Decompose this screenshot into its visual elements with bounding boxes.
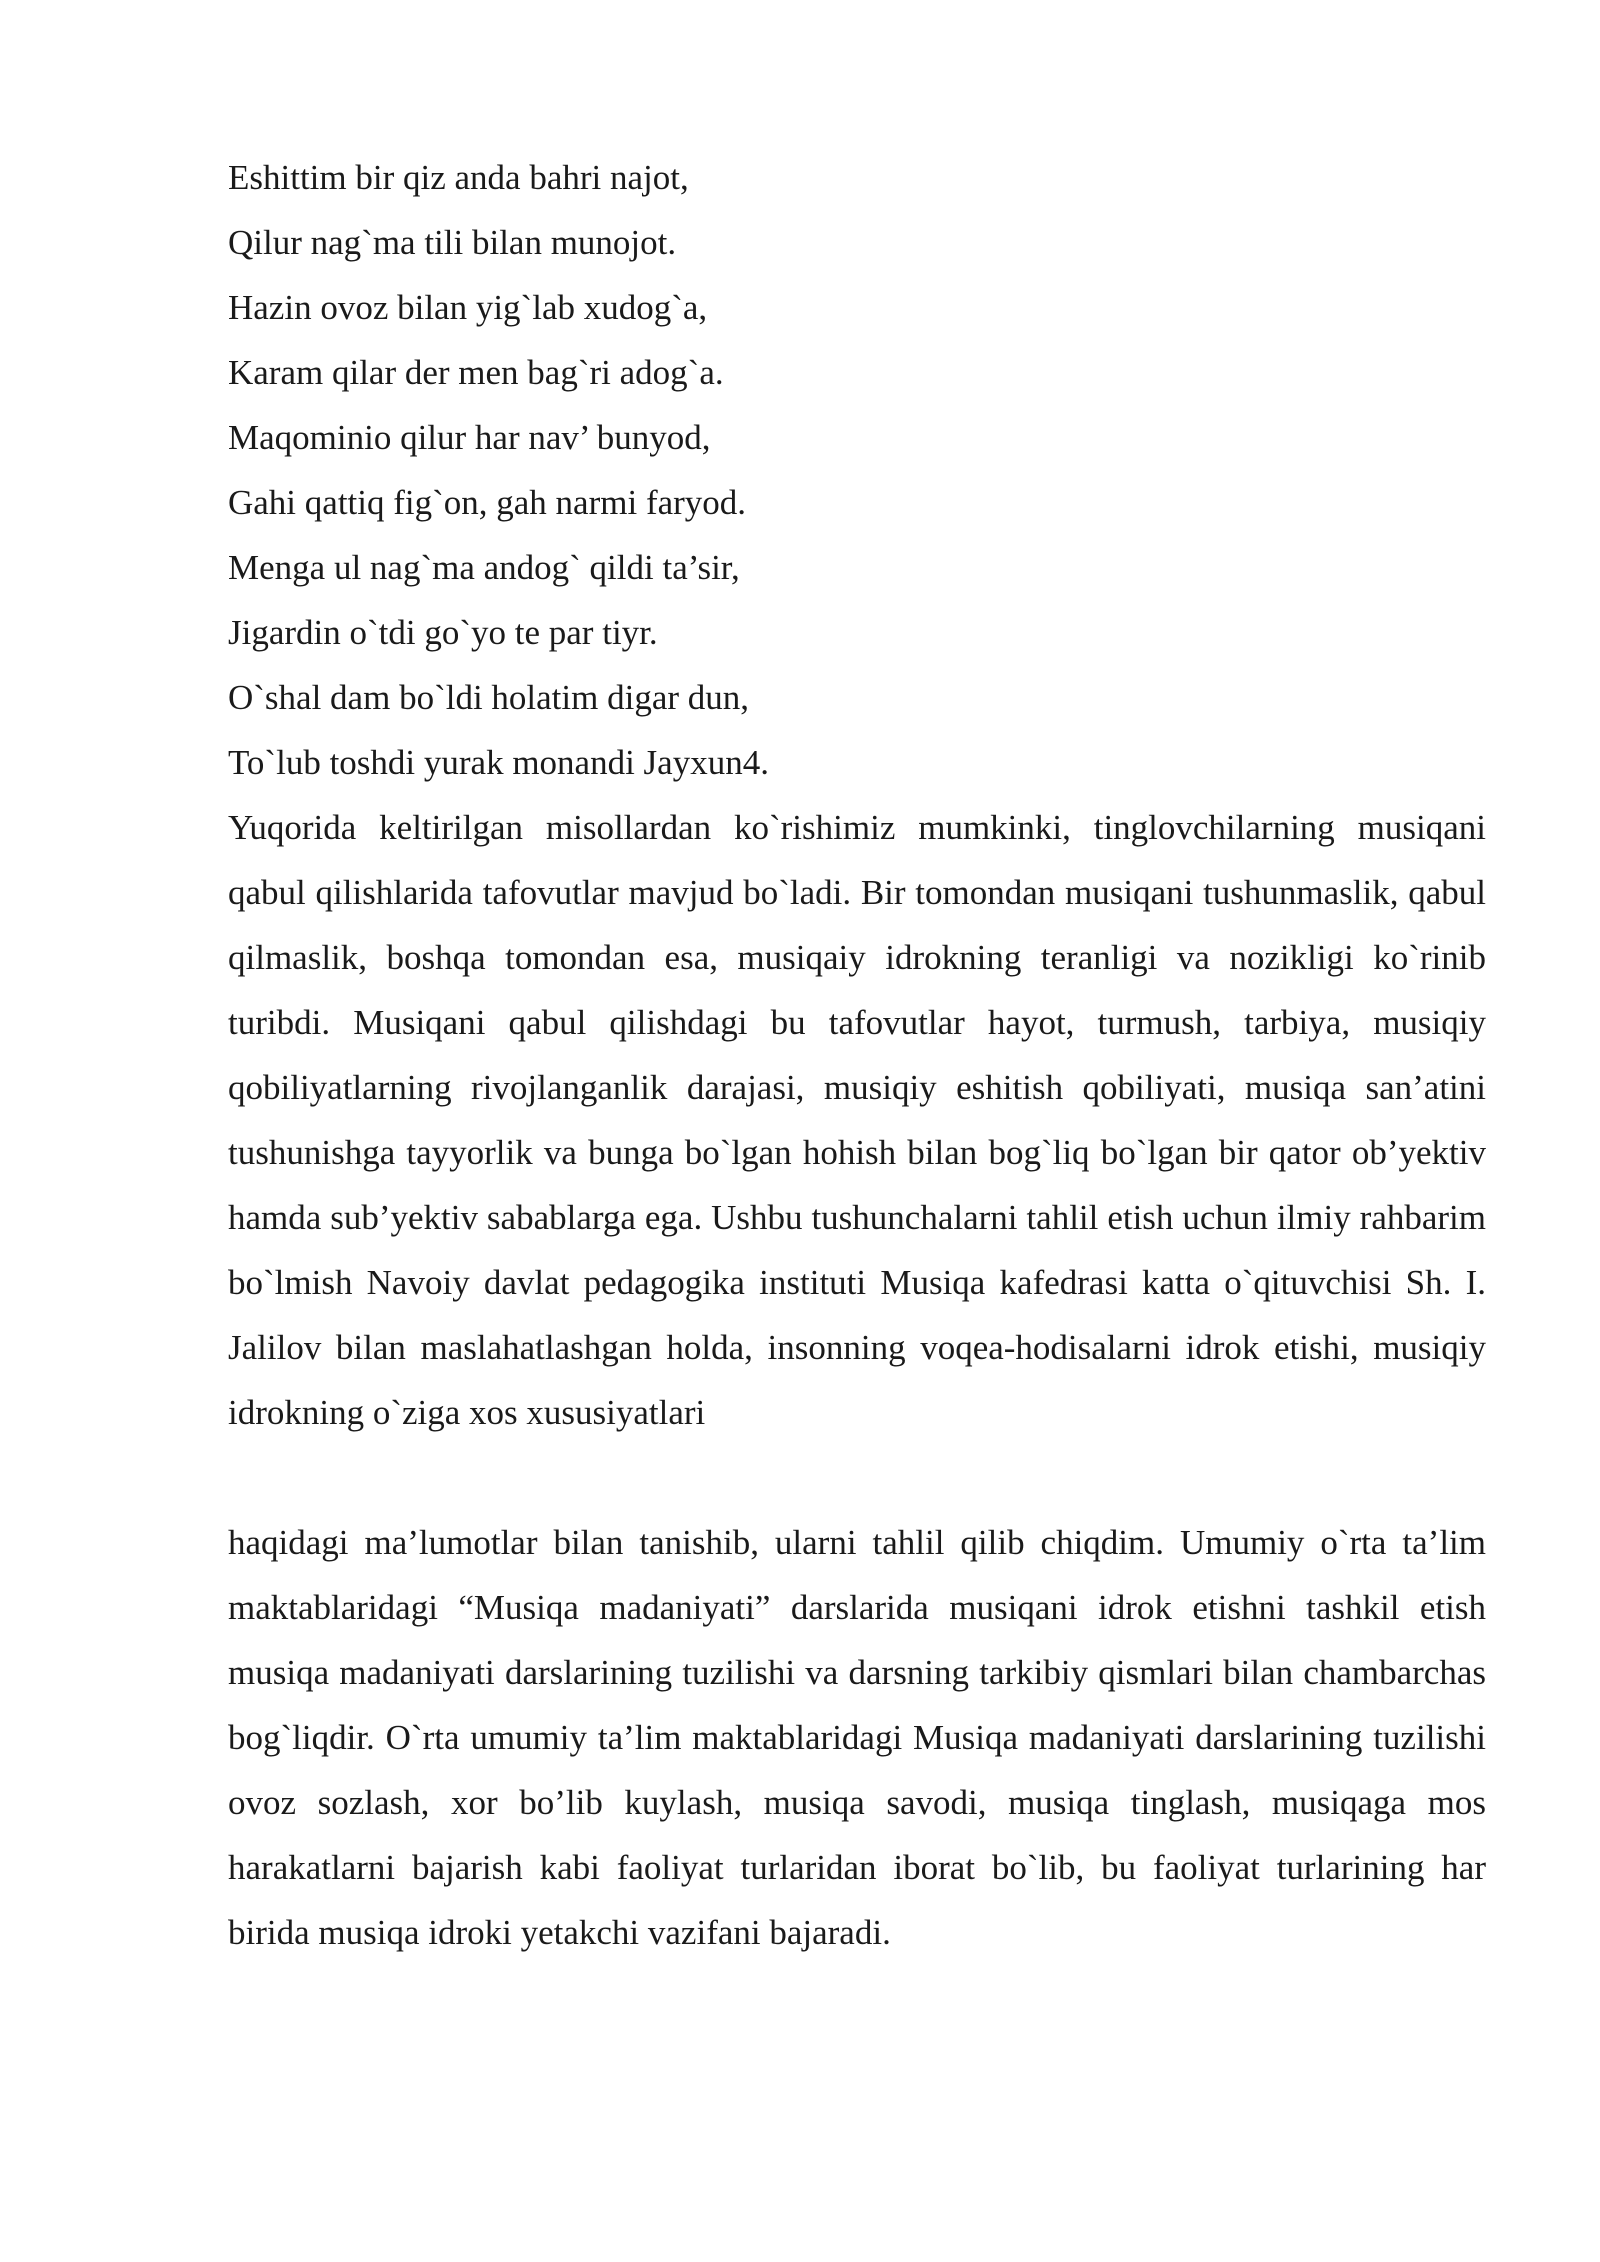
verse-line: O`shal dam bo`ldi holatim digar dun,: [228, 678, 750, 717]
page-content: [228, 145, 1486, 1965]
verse-line: Karam qilar der men bag`ri adog`a.: [228, 353, 724, 392]
verse-line: Qilur nag`ma tili bilan munojot.: [228, 223, 677, 262]
verse-line: Eshittim bir qiz anda bahri najot,: [228, 158, 689, 197]
body-paragraph: haqidagi ma’lumotlar bilan tanishib, ularni tahlil qilib chiqdim. Umumiy o`rta ta’lim maktablaridagi “Musiqa madaniyati” darslarida musiqani idrok etishni tashkil etish musiqa madaniyati darslarining tuzilishi va darsning tarkibiy qismlari bilan chambarchas bog`liqdir. O`rta umumiy ta’lim maktablaridagi Musiqa madaniyati darslarining tuzilishi ovoz sozlash, xor bo’lib kuylash, musiqa savodi, musiqa tinglash, musiqaga mos harakatlarni bajarish kabi faoliyat turlaridan iborat bo`lib, bu faoliyat turlarining har birida musiqa idroki yetakchi vazifani bajaradi.: [228, 1523, 1486, 1952]
verse-line: Menga ul nag`ma andog` qildi ta’sir,: [228, 548, 740, 587]
body-paragraph: Yuqorida keltirilgan misollardan ko`rishimiz mumkinki, tinglovchilarning musiqani qabul qilishlarida tafovutlar mavjud bo`ladi. Bir tomondan musiqani tushunmaslik, qabul qilmaslik, boshqa tomondan esa, musiqaiy idrokning teranligi va nozikligi ko`rinib turibdi. Musiqani qabul qilishdagi bu tafovutlar hayot, turmush, tarbiya, musiqiy qobiliyatlarning rivojlanganlik darajasi, musiqiy eshitish qobiliyati, musiqa san’atini tushunishga tayyorlik va bunga bo`lgan hohish bilan bog`liq bo`lgan bir qator ob’yektiv hamda sub’yektiv sabablarga ega. Ushbu tushunchalarni tahlil etish uchun ilmiy rahbarim bo`lmish Navoiy davlat pedagogika instituti Musiqa kafedrasi katta o`qituvchisi Sh. I. Jalilov bilan maslahatlashgan holda, insonning voqea-hodisalarni idrok etishi, musiqiy idrokning o`ziga xos xususiyatlari: [228, 808, 1486, 1432]
verse-line: Gahi qattiq fig`on, gah narmi faryod.: [228, 483, 747, 522]
verse-line: To`lub toshdi yurak monandi Jayxun4.: [228, 743, 769, 782]
verse-line: Hazin ovoz bilan yig`lab xudog`a,: [228, 288, 708, 327]
verse-block: [228, 145, 1486, 795]
verse-line: Maqominio qilur har nav’ bunyod,: [228, 418, 711, 457]
verse-line: Jigardin o`tdi go`yo te par tiyr.: [228, 613, 658, 652]
